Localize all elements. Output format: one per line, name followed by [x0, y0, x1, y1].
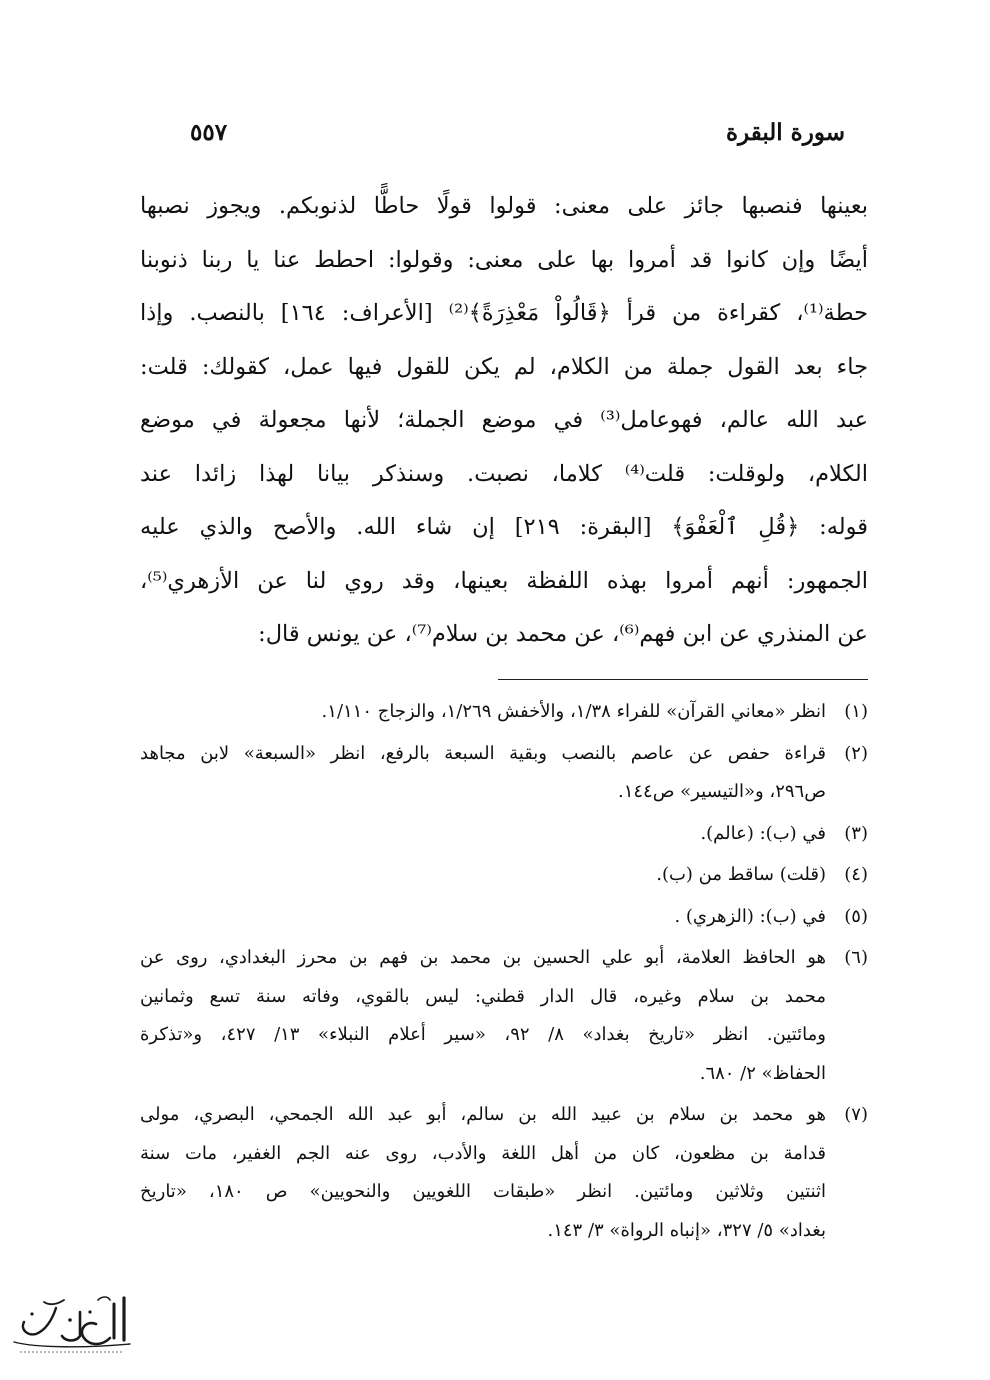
footnote-line: قراءة حفص عن عاصم بالنصب وبقية السبعة بالرفع، انظر «السبعة» لابن مجاهد: [140, 742, 826, 764]
footnote-separator: [498, 679, 868, 680]
footnote-line: قدامة بن مظعون، كان من أهل اللغة والأدب، روى عنه الجم الغفير، مات سنة: [140, 1142, 826, 1164]
text-line: عبد الله عالم، فهوعامل⁽³⁾ في موضع الجملة؛ لأنها مجعولة في موضع: [140, 407, 869, 433]
footnote-line: بغداد» ٥/ ٣٢٧، «إنباه الرواة» ٣/ ١٤٣.: [547, 1219, 826, 1241]
text-line: حطة⁽¹⁾، كقراءة من قرأ ﴿قَالُواْ مَعْذِرَةً﴾⁽²⁾ [الأعراف: ١٦٤] بالنصب. وإذا: [140, 300, 868, 326]
text-line: بعينها فنصبها جائز على معنى: قولوا قولًا حاطًّا لذنوبكم. ويجوز نصبها: [140, 193, 868, 219]
footnote-number: (١): [844, 701, 868, 722]
text-line: جاء بعد القول جملة من الكلام، لم يكن للقول فيها عمل، كقولك: قلت:: [140, 353, 868, 380]
footnote-6: [140, 939, 868, 1093]
text-line: الجمهور: أنهم أمروا بهذه اللفظة بعينها، وقد روي لنا عن الأزهري⁽⁵⁾،: [140, 567, 868, 594]
footnote-3: [140, 815, 868, 854]
text-line: قوله: ﴿قُلِ ٱلْعَفْوَ﴾ [البقرة: ٢١٩] إن شاء الله. والأصح والذي عليه: [140, 514, 868, 540]
footnote-line: ص٢٩٦، و«التيسير» ص١٤٤.: [617, 781, 826, 802]
footnote-line: في (ب): (عالم).: [700, 822, 826, 844]
footnote-line: محمد بن سلام وغيره، قال الدار قطني: ليس بالقوي، وفاته سنة تسع وثمانين: [140, 985, 826, 1007]
page-number: ٥٥٧: [190, 118, 228, 146]
footnote-number: (٦): [844, 947, 868, 968]
text-line: الكلام، ولوقلت: قلت⁽⁴⁾ كلاما، نصبت. وسنذكر بيانا لهذا زائدا عند: [140, 460, 868, 487]
footnote-line: الحفاظ» ٢/ ٦٨٠.: [699, 1062, 826, 1084]
main-text: [140, 180, 868, 662]
surah-title: سورة البقرة: [725, 118, 845, 146]
page-header: [190, 112, 845, 152]
footnotes: [140, 693, 868, 1250]
footnote-line: هو محمد بن سلام بن عبيد الله بن سالم، أبو عبد الله الجمحي، البصري، مولى: [140, 1104, 826, 1125]
text-line: أيضًا وإن كانوا قد أمروا بها على معنى: وقولوا: احطط عنا يا ربنا ذنوبنا: [140, 246, 868, 273]
footnote-line: اثنتين وثلاثين ومائتين. انظر «طبقات اللغويين والنحويين» ص ١٨٠، «تاريخ: [140, 1181, 827, 1202]
footnote-line: (قلت) ساقط من (ب).: [656, 864, 826, 885]
text-line: عن المنذري عن ابن فهم⁽⁶⁾، عن محمد بن سلام⁽⁷⁾، عن يونس قال:: [258, 621, 868, 647]
footnote-number: (٣): [844, 822, 868, 844]
footnote-7: [140, 1096, 868, 1250]
footnote-line: انظر «معاني القرآن» للفراء ١/٣٨، والأخفش ١/٢٦٩، والزجاج ١/١١٠.: [321, 701, 826, 722]
footnote-number: (٧): [844, 1104, 868, 1125]
footnote-line: ومائتين. انظر «تاريخ بغداد» ٨/ ٩٢، «سير أعلام النبلاء» ١٣/ ٤٢٧، و«تذكرة: [140, 1024, 826, 1045]
footnote-2: [140, 735, 868, 812]
footnote-line: هو الحافظ العلامة، أبو علي الحسين بن محمد بن فهم بن محرز البغدادي، روى عن: [140, 947, 826, 968]
footnote-5: [140, 898, 868, 937]
footnote-4: [140, 856, 868, 895]
calligraphy-logo-icon: [6, 1290, 136, 1360]
footnote-1: [140, 693, 868, 732]
footnote-line: في (ب): (الزهري) .: [674, 905, 826, 927]
footnote-number: (٥): [844, 905, 868, 927]
footnote-number: (٢): [844, 742, 868, 764]
footnote-number: (٤): [844, 864, 868, 885]
